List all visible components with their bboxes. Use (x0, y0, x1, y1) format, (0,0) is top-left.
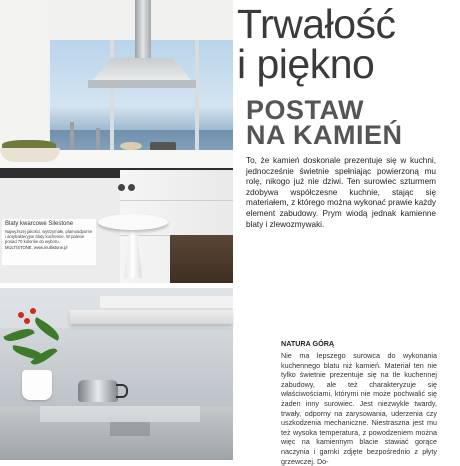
wooden-floor (170, 235, 233, 283)
headline (237, 1, 396, 87)
subheadline (246, 95, 403, 150)
body-text: Nie ma lepszego surowca do wykonania kuchennego blatu niż kamień. Materiał ten nie tylko świetnie prezentuje się na tle kuchennej zabudowy, ale też charakteryzuje się właściwościami, którymi nie może pochwalić się żaden inny surowiec. Jest niezwykle twardy, trwały, odporny na zarysowania, uderzenia czy uszkodzenia mechaniczne. Niestraszna jest mu też wysoka temperatura, z powodzeniem można więc na kamiennym blacie stawiać gorące naczynia i garnki zdjęte bezpośrednio z płyty grzewczej. Do- (281, 351, 437, 466)
bar-stool-seat (98, 214, 168, 230)
shelf (70, 310, 233, 324)
headline-line-1: Trwałość (237, 1, 396, 47)
upper-cabinet (100, 296, 233, 308)
kettle-handle (116, 384, 128, 398)
flower (24, 318, 30, 324)
caption-title: Blaty kwarcowe Silestone (5, 221, 74, 227)
faucet (96, 128, 100, 152)
column-divider (234, 0, 236, 460)
section-title: NATURA GÓRĄ (281, 339, 335, 348)
range-hood-chimney (135, 0, 151, 60)
countertop-shine (40, 406, 200, 422)
window-mullion (195, 40, 199, 160)
caption-source: MULTISTONE, www.multistone.pl (5, 245, 68, 250)
knob (128, 184, 135, 191)
flower (18, 312, 24, 318)
vase (22, 370, 52, 400)
plate (120, 142, 142, 150)
reflection (110, 422, 150, 436)
oven-knobs (118, 184, 138, 192)
kettle (78, 380, 118, 402)
subheadline-line-2: NA KAMIEŃ (246, 120, 403, 150)
headline-line-2: i piękno (237, 41, 375, 87)
subheadline-line-1: POSTAW (246, 95, 365, 125)
knob (118, 184, 125, 191)
flower (30, 308, 36, 314)
cabinet-line (120, 200, 233, 201)
bowl (0, 148, 60, 162)
faucet (70, 122, 74, 152)
kitchen-photo-bottom (0, 288, 233, 460)
range-hood-base (88, 80, 196, 88)
caption-text: Najwyższej jakości, wytrzymałe, plamoodporne i antybakteryjne blaty kuchenne. W palecie ponad 70 kolorów do wyboru. (5, 229, 93, 244)
photo-caption (2, 219, 96, 265)
intro-paragraph: To, że kamień doskonale prezentuje się w kuchni, jednocześnie świetnie spełniając powierzoną mu rolę, nikogo już nie dziwi. Ten surowiec szturmem zdobywa współczesne kuchnie, stając się materiałem, z którego można wykonać prawie każdy element zabudowy. Prym wiodą jednak kamienne blaty i zlewozmywaki. (246, 156, 436, 229)
